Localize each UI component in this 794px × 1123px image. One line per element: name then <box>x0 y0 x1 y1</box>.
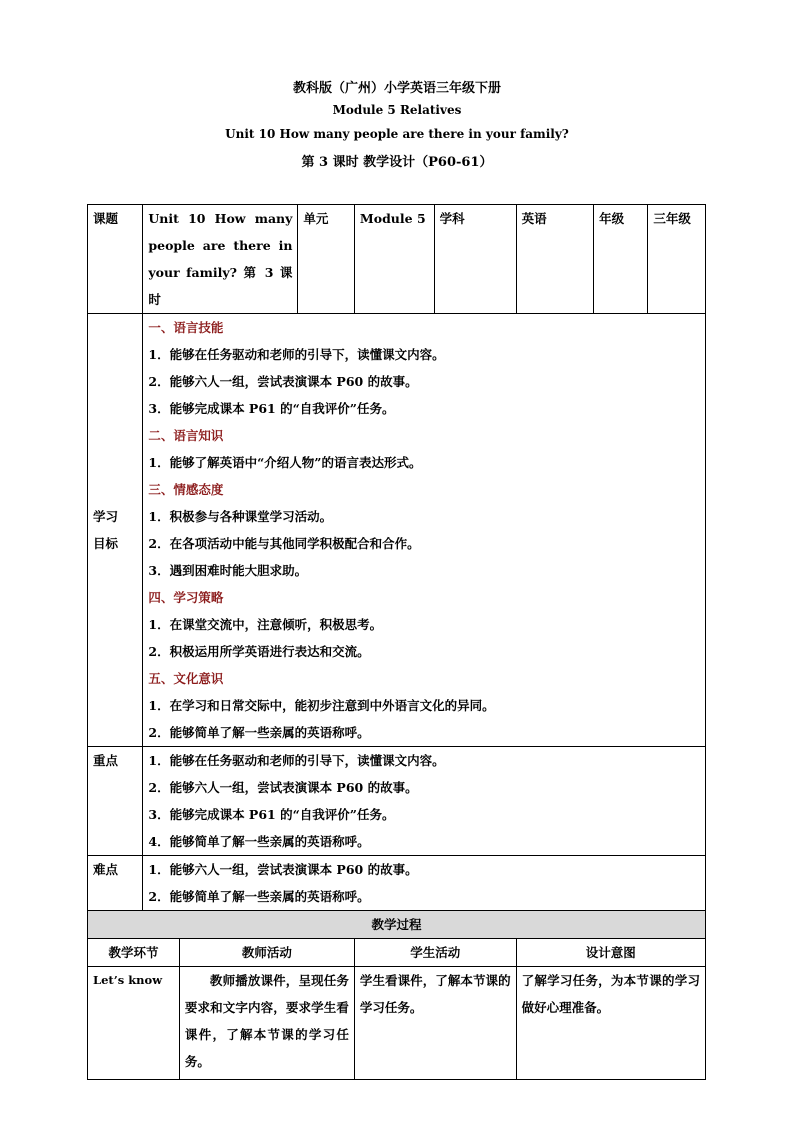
process-title-row <box>88 911 706 939</box>
process-student-activity: 学生看课件，了解本节课的学习任务。 <box>354 967 516 1080</box>
grade-value: 三年级 <box>648 205 706 314</box>
objective-item: 3．遇到困难时能大胆求助。 <box>148 563 308 578</box>
lesson-plan-table <box>87 204 706 1080</box>
key-point-item: 4．能够简单了解一些亲属的英语称呼。 <box>148 834 370 849</box>
unit-title: Unit 10 How many people are there in your family? <box>225 127 569 141</box>
doc-title: 教科版（广州）小学英语三年级下册 <box>292 81 501 96</box>
objectives-label-line1: 学习 <box>93 509 119 524</box>
objective-item: 3．能够完成课本 P61 的“自我评价”任务。 <box>148 401 395 416</box>
module-title: Module 5 Relatives <box>332 103 462 117</box>
unit-label: 单元 <box>298 205 354 314</box>
objective-item: 2．在各项活动中能与其他同学积极配合和合作。 <box>148 536 420 551</box>
process-header-teacher: 教师活动 <box>179 939 354 967</box>
objective-item: 2．能够简单了解一些亲属的英语称呼。 <box>148 725 370 740</box>
objectives-label-line2: 目标 <box>93 536 119 551</box>
objective-item: 2．能够六人一组，尝试表演课本 P60 的故事。 <box>148 374 418 389</box>
difficult-point-item: 1．能够六人一组，尝试表演课本 P60 的故事。 <box>148 862 418 877</box>
subject-value: 英语 <box>516 205 594 314</box>
lesson-title: 第 3 课时 教学设计（P60-61） <box>301 155 493 170</box>
process-row <box>88 967 706 1080</box>
info-row <box>88 205 706 314</box>
difficult-points-row <box>88 856 706 911</box>
key-points-row <box>88 747 706 856</box>
objective-section-title: 三、情感态度 <box>148 482 224 497</box>
difficult-points-label: 难点 <box>88 856 143 911</box>
objective-item: 2．积极运用所学英语进行表达和交流。 <box>148 644 370 659</box>
difficult-point-item: 2．能够简单了解一些亲属的英语称呼。 <box>148 889 370 904</box>
objective-item: 1．积极参与各种课堂学习活动。 <box>148 509 333 524</box>
process-design-intent: 了解学习任务，为本节课的学习做好心理准备。 <box>516 967 705 1080</box>
objectives-content <box>143 314 706 747</box>
objective-item: 1．在学习和日常交际中，能初步注意到中外语言文化的异同。 <box>148 698 495 713</box>
objective-item: 1．能够了解英语中“介绍人物”的语言表达形式。 <box>148 455 422 470</box>
objective-item: 1．在课堂交流中，注意倾听，积极思考。 <box>148 617 383 632</box>
key-point-item: 1．能够在任务驱动和老师的引导下，读懂课文内容。 <box>148 753 445 768</box>
objectives-label <box>88 314 143 747</box>
objective-item: 1．能够在任务驱动和老师的引导下，读懂课文内容。 <box>148 347 445 362</box>
key-points-content <box>143 747 706 856</box>
objective-section-title: 二、语言知识 <box>148 428 224 443</box>
key-point-item: 3．能够完成课本 P61 的“自我评价”任务。 <box>148 807 395 822</box>
process-stage: Let’s know <box>88 967 180 1080</box>
process-header-intent: 设计意图 <box>516 939 705 967</box>
objective-section-title: 四、学习策略 <box>148 590 224 605</box>
process-header-student: 学生活动 <box>354 939 516 967</box>
key-point-item: 2．能够六人一组，尝试表演课本 P60 的故事。 <box>148 780 418 795</box>
process-teacher-activity: 教师播放课件，呈现任务要求和文字内容，要求学生看课件，了解本节课的学习任务。 <box>179 967 354 1080</box>
process-header-stage: 教学环节 <box>88 939 180 967</box>
objectives-row <box>88 314 706 747</box>
objective-section-title: 五、文化意识 <box>148 671 224 686</box>
unit-value: Module 5 <box>354 205 434 314</box>
process-header-row <box>88 939 706 967</box>
grade-label: 年级 <box>594 205 648 314</box>
topic-label: 课题 <box>88 205 143 314</box>
subject-label: 学科 <box>434 205 516 314</box>
topic-value: Unit 10 How many people are there in your family? 第 3 课时 <box>143 205 298 314</box>
objective-section-title: 一、语言技能 <box>148 320 224 335</box>
difficult-points-content <box>143 856 706 911</box>
process-title: 教学过程 <box>88 911 706 939</box>
key-points-label: 重点 <box>88 747 143 856</box>
